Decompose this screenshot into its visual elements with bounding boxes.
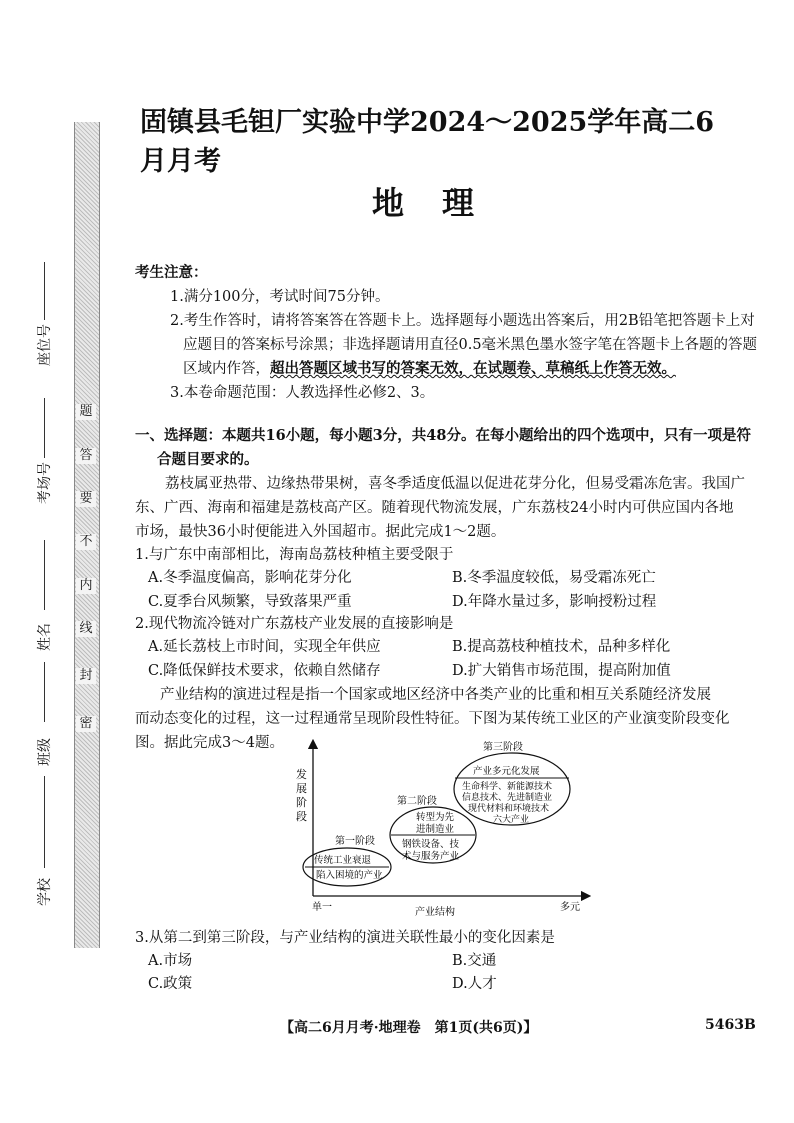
stage-2-line-1: 转型为先	[416, 812, 455, 823]
question-3-option-b: B.交通	[452, 953, 497, 969]
passage-2-line-1: 产业结构的演进过程是指一个国家或地区经济中各类产业的比重和相互关系随经济发展	[160, 687, 711, 703]
question-2-option-a: A.延长荔枝上市时间，实现全年供应	[148, 639, 381, 655]
name-label: 姓名	[37, 623, 53, 651]
notice-heading: 考生注意：	[135, 264, 208, 281]
notice-item-1: 1.满分100分，考试时间75分钟。	[170, 289, 390, 305]
notice-item-3: 3.本卷命题范围：人教选择性必修2、3。	[170, 385, 435, 401]
seat-number-line	[44, 262, 45, 320]
subject-title: 地理	[372, 184, 513, 222]
strip-char-xian: 线	[76, 621, 96, 637]
industry-stage-diagram	[290, 738, 600, 920]
question-3-option-a: A.市场	[148, 953, 193, 969]
strip-char-bu: 不	[76, 534, 96, 550]
stage-3-line-5: 六大产业	[493, 815, 530, 825]
strip-char-ti: 题	[76, 404, 96, 420]
paper-code: 5463B	[705, 1017, 756, 1033]
question-1-option-a: A.冬季温度偏高，影响花芽分化	[148, 570, 352, 586]
stage-2-title: 第二阶段	[397, 796, 437, 807]
notice-emphasis: 超出答题区域书写的答案无效，在试题卷、草稿纸上作答无效。	[270, 360, 676, 377]
question-1-stem: 1.与广东中南部相比，海南岛荔枝种植主要受限于	[135, 547, 454, 563]
passage-1-line-1: 荔枝属亚热带、边缘热带果树，喜冬季适度低温以促进花芽分化，但易受霜冻危害。我国广	[165, 476, 745, 492]
notice-item-2-cont: 应题目的答案标号涂黑；非选择题请用直径0.5毫米黑色墨水签字笔在答题卡上各题的答题	[183, 337, 758, 353]
question-2-option-c: C.降低保鲜技术要求，依赖自然储存	[148, 663, 381, 679]
exam-title: 固镇县毛钽厂实验中学2024～2025学年高二6月月考	[140, 107, 715, 177]
passage-1-line-3: 市场，最快36小时便能进入外国超市。据此完成1～2题。	[135, 524, 506, 540]
passage-1-line-2: 东、广西、海南和福建是荔枝高产区。随着现代物流发展，广东荔枝24小时内可供应国内各地	[135, 500, 734, 516]
page-footer: 【高二6月月考·地理卷 第1页(共6页)】	[280, 1020, 538, 1036]
stage-3-line-1: 产业多元化发展	[473, 766, 540, 777]
y-label-3: 阶	[296, 796, 307, 809]
class-label: 班级	[37, 738, 53, 766]
question-1-option-b: B.冬季温度较低，易受霜冻死亡	[452, 570, 656, 586]
class-line	[44, 662, 45, 722]
strip-char-nei: 内	[76, 578, 96, 594]
stage-2-line-3: 钢铁设备、技	[402, 839, 460, 850]
name-line	[44, 540, 45, 610]
stage-1-line-1: 传统工业衰退	[314, 855, 372, 866]
y-label-2: 展	[296, 782, 307, 795]
section-heading-cont: 合题目要求的。	[157, 451, 259, 468]
notice-item-2-end: 区域内作答，超出答题区域书写的答案无效，在试题卷、草稿纸上作答无效。	[183, 360, 676, 377]
y-label-1: 发	[296, 768, 307, 781]
stage-3-title: 第三阶段	[483, 742, 523, 753]
passage-2-line-2: 而动态变化的过程，这一过程通常呈现阶段性特征。下图为某传统工业区的产业演变阶段变化	[135, 711, 730, 727]
stage-1-line-2: 陷入困境的产业	[316, 870, 383, 881]
question-2-stem: 2.现代物流冷链对广东荔枝产业发展的直接影响是	[135, 616, 454, 632]
notice-item-2: 2.考生作答时，请将答案答在答题卡上。选择题每小题选出答案后，用2B铅笔把答题卡上对	[170, 313, 755, 329]
x-right-label: 多元	[560, 902, 580, 913]
stage-3-line-4: 现代材料和环境技术	[468, 804, 550, 814]
section-heading: 一、选择题：本题共16小题，每小题3分，共48分。在每小题给出的四个选项中，只有一项是符	[135, 427, 751, 444]
question-2-option-d: D.扩大销售市场范围，提高附加值	[452, 663, 671, 679]
strip-char-da: 答	[76, 448, 96, 464]
question-3-option-d: D.人才	[452, 976, 497, 992]
stage-2-line-2: 进制造业	[416, 824, 455, 835]
y-label-4: 段	[296, 810, 307, 823]
seat-number-label: 座位号	[37, 324, 53, 366]
exam-room-label: 考场号	[37, 462, 53, 504]
strip-char-yao: 要	[76, 491, 96, 507]
stage-3-line-3: 信息技术、先进制造业	[462, 793, 553, 803]
strip-char-mi: 密	[76, 716, 96, 732]
question-3-option-c: C.政策	[148, 976, 193, 992]
question-2-option-b: B.提高荔枝种植技术，品种多样化	[452, 639, 671, 655]
passage-2-line-3: 图。据此完成3～4题。	[135, 735, 284, 751]
x-left-label: 单一	[312, 902, 332, 913]
stage-1-title: 第一阶段	[335, 836, 375, 847]
strip-char-feng: 封	[76, 668, 96, 684]
school-line	[44, 776, 45, 868]
question-1-option-c: C.夏季台风频繁，导致落果严重	[148, 594, 352, 610]
question-1-option-d: D.年降水量过多，影响授粉过程	[452, 594, 657, 610]
x-axis-label: 产业结构	[415, 907, 455, 918]
question-3-stem: 3.从第二到第三阶段，与产业结构的演进关联性最小的变化因素是	[135, 930, 555, 946]
stage-2-line-4: 术与服务产业	[402, 851, 460, 862]
stage-3-line-2: 生命科学、新能源技术	[462, 782, 553, 792]
exam-room-line	[44, 398, 45, 458]
school-label: 学校	[37, 878, 53, 906]
